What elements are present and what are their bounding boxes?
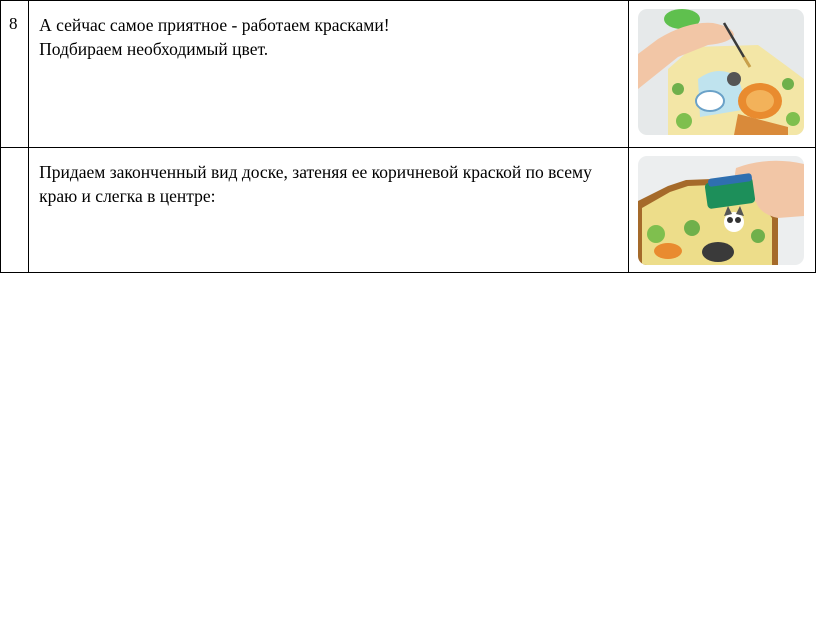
step-number-cell: [1, 148, 29, 273]
step-number: [1, 148, 28, 160]
instruction-table: [0, 0, 816, 273]
shading-photo-image: [638, 156, 804, 265]
painting-photo: [638, 9, 804, 135]
step-image-cell: [629, 148, 816, 273]
step-image-cell: [629, 1, 816, 148]
step-text-cell: [29, 1, 629, 148]
step-text-cell: [29, 148, 629, 273]
step-text-line: Придаем законченный вид доске, затеняя ее коричневой краской по всему краю и слегка в центре:: [39, 162, 592, 206]
painting-photo-image: [638, 9, 804, 135]
step-text-line: Подбираем необходимый цвет.: [39, 39, 269, 59]
shading-photo: [638, 156, 804, 265]
step-number-cell: [1, 1, 29, 148]
step-text-line: А сейчас самое приятное - работаем красками!: [39, 15, 390, 35]
table-row: [1, 1, 816, 148]
table-row: [1, 148, 816, 273]
step-number: 8: [9, 14, 18, 33]
